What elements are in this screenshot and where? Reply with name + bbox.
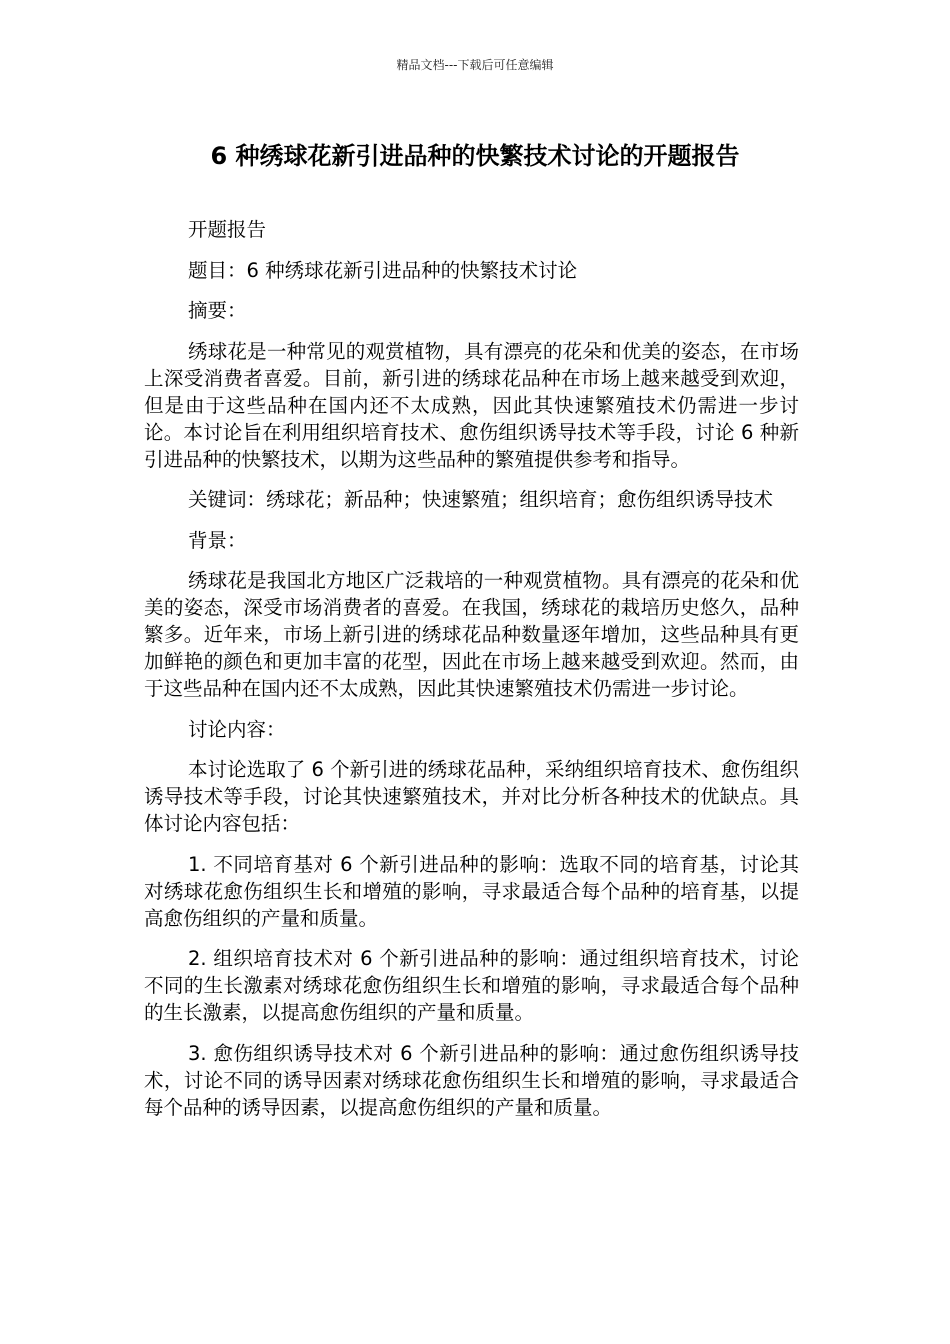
paragraph-item-3: 3. 愈伤组织诱导技术对 6 个新引进品种的影响：通过愈伤组织诱导技术，讨论不同的诱导因素对绣球花愈伤组织生长和增殖的影响，寻求最适合每个品种的诱导因素，以提高愈伤组织的产量和质量。: [144, 1041, 799, 1119]
paragraph-item-2: 2. 组织培育技术对 6 个新引进品种的影响：通过组织培育技术，讨论不同的生长激素对绣球花愈伤组织生长和增殖的影响，寻求最适合每个品种的生长激素，以提高愈伤组织的产量和质量。: [144, 947, 799, 1024]
header-note: 精品文档---下载后可任意编辑: [396, 58, 554, 72]
paragraph-report-label: 开题报告: [188, 218, 267, 241]
paragraph-item-1: 1. 不同培育基对 6 个新引进品种的影响：选取不同的培育基，讨论其对绣球花愈伤组织生长和增殖的影响，寻求最适合每个品种的培育基，以提高愈伤组织的产量和质量。: [144, 852, 799, 930]
paragraph-background-heading: 背景：: [188, 528, 247, 552]
paragraph-background: 绣球花是我国北方地区广泛栽培的一种观赏植物。具有漂亮的花朵和优美的姿态，深受市场消费者的喜爱。在我国，绣球花的栽培历史悠久，品种繁多。近年来，市场上新引进的绣球花品种数量逐年增加，这些品种具有更加鲜艳的颜色和更加丰富的花型，因此在市场上越来越受到欢迎。然而，由于这些品种在国内还不太成熟，因此其快速繁殖技术仍需进一步讨论。: [144, 569, 799, 700]
paragraph-topic: 题目：6 种绣球花新引进品种的快繁技术讨论: [188, 258, 578, 282]
document-body: [144, 216, 799, 1134]
paragraph-content-intro: 本讨论选取了 6 个新引进的绣球花品种，采纳组织培育技术、愈伤组织诱导技术等手段，讨论其快速繁殖技术，并对比分析各种技术的优缺点。具体讨论内容包括：: [144, 758, 799, 835]
paragraph-abstract: 绣球花是一种常见的观赏植物，具有漂亮的花朵和优美的姿态，在市场上深受消费者喜爱。目前，新引进的绣球花品种在市场上越来越受到欢迎，但是由于这些品种在国内还不太成熟，因此其快速繁殖技术仍需进一步讨论。本讨论旨在利用组织培育技术、愈伤组织诱导技术等手段，讨论 6 种新引进品种的快繁技术，以期为这些品种的繁殖提供参考和指导。: [144, 339, 799, 471]
paragraph-keywords: 关键词：绣球花；新品种；快速繁殖；组织培育；愈伤组织诱导技术: [188, 488, 774, 511]
paragraph-abstract-heading: 摘要：: [188, 299, 247, 322]
paragraph-content-heading: 讨论内容：: [188, 717, 286, 741]
document-title: 6 种绣球花新引进品种的快繁技术讨论的开题报告: [210, 142, 740, 170]
